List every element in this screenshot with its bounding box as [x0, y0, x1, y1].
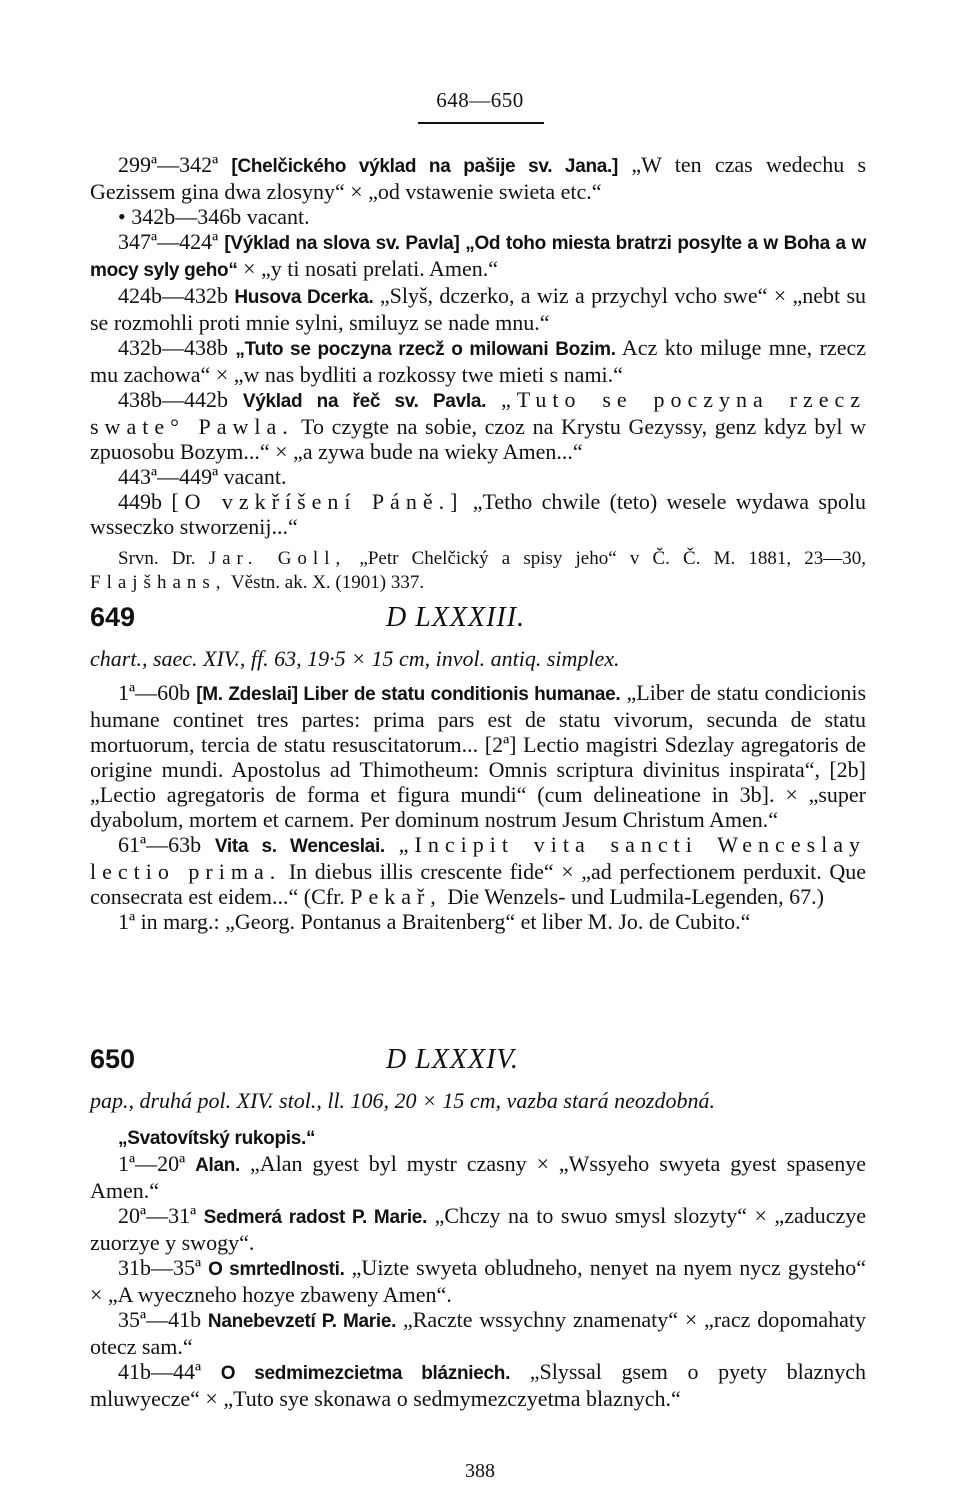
entry-item	[90, 152, 866, 204]
entry-648-contents	[90, 152, 866, 595]
entry-650-heading	[90, 1044, 866, 1084]
entry-item	[90, 229, 866, 283]
folio-range: 432b—438b	[118, 335, 228, 360]
item-title: Sedmerá radost P. Marie.	[203, 1207, 428, 1228]
item-title: Nanebevzetí P. Marie.	[207, 1311, 397, 1332]
physical-description: pap., druhá pol. XIV. stol., ll. 106, 20 × 15 cm, vazba stará neozdobná.	[90, 1088, 715, 1113]
folio-range: 1ª—20ª	[118, 1151, 186, 1176]
item-title: [Chelčického výklad na pašije sv. Jana.]	[231, 156, 619, 177]
spaced-title: [O vzkříšení Páně.]	[171, 489, 464, 514]
entry-item	[90, 387, 866, 464]
entry-item	[90, 489, 866, 539]
marginal-note: 1ª in marg.: „Georg. Pontanus a Braitenberg“ et liber M. Jo. de Cubito.“	[118, 909, 751, 934]
entry-item	[90, 1151, 866, 1203]
item-title: Alan.	[195, 1155, 241, 1176]
entry-item	[90, 1203, 866, 1255]
author-name: Flajšhans,	[90, 572, 227, 593]
item-text: „Chczy na to swuo smysl slozyty“ × „zaduczye zuorzye y swogy“.	[90, 1203, 867, 1255]
item-text: „Slyš, dczerko, a wiz a przychyl vcho swe“ × „nebt su se rozmohli proti mnie sylni, smiluyz se nade mnu.“	[90, 283, 867, 335]
folio-range: 424b—432b	[118, 283, 228, 308]
item-text: „W ten czas wedechu s Gezissem gina dwa zlosyny“ × „od vstawenie swieta etc.“	[90, 152, 867, 204]
item-title: „Tuto se poczyna rzecž o milowani Bozim.	[235, 339, 616, 360]
manuscript-title-text: „Svatovítský rukopis.“	[118, 1128, 316, 1149]
item-text: × „y ti nosati prelati. Amen.“	[243, 256, 499, 281]
shelfmark: D LXXXIV.	[386, 1044, 519, 1075]
item-text: „Uizte swyeta obludneho, nenyet na nyem nycz gysteho“ × „A wyeczneho hozye zbaweny Amen“.	[90, 1255, 867, 1307]
entry-649-contents	[90, 680, 866, 934]
entry-number: 650	[90, 1044, 136, 1074]
item-text: „Liber de statu condicionis humane continet tres partes: prima pars est de statu vivorum, secunda de statu mortuorum, tercia de statu resuscitatorum... [2ª] Lectio magistri Sdezlay agregatoris de origine mundi. Apostolus ad Thimotheum: Omnis scriptura divinitus inspirata“, [2b] „Lectio agregatoris de forma et figura mundi“ (cum delineatione in 3b]. × „super dyabolum, mortem et carnem. Per dominum nostrum Jesum Christum Amen.“	[90, 680, 867, 832]
running-header: 648—650	[436, 88, 524, 112]
item-text: „Tetho chwile (teto) wesele wydawa spolu wsseczko stworzenij...“	[90, 489, 867, 539]
folio-range: 449b	[118, 489, 162, 514]
item-title: Vita s. Wenceslai.	[214, 836, 385, 857]
shelfmark: D LXXXIII.	[386, 602, 526, 633]
item-text: „Slyssal gsem o pyety blaznych mluwyecze“ × „Tuto sye skonawa o sedmymezczyetma blaznych.“	[90, 1359, 867, 1411]
folio-range: 20ª—31ª	[118, 1203, 197, 1228]
entry-item	[90, 1307, 866, 1359]
spaced-incipit: „Tuto se poczyna rzecz swate° Pawla.	[90, 387, 867, 439]
entry-number: 649	[90, 602, 136, 632]
sources-note	[90, 547, 866, 595]
sources-prefix: Srvn. Dr.	[118, 548, 196, 569]
author-name: Pekař,	[350, 884, 442, 909]
entry-item	[90, 1359, 866, 1411]
folio-range: 438b—442b	[118, 387, 228, 412]
item-text: 443ª—449ª vacant.	[118, 464, 287, 489]
item-title: Výklad na řeč sv. Pavla.	[242, 391, 487, 412]
entry-item	[90, 335, 866, 387]
item-text: „Raczte wssychny znamenaty“ × „racz dopomahaty otecz sam.“	[90, 1307, 867, 1359]
item-text: • 342b—346b vacant.	[118, 204, 310, 229]
item-text: „Alan gyest byl mystr czasny × „Wssyeho swyeta gyest spasenye Amen.“	[90, 1151, 867, 1203]
spaced-incipit: „Incipit vita sancti Wenceslay lectio prima.	[90, 832, 867, 884]
author-name: Jar. Goll,	[208, 548, 347, 569]
entry-item	[90, 464, 866, 489]
folio-range: 35ª—41b	[118, 1307, 202, 1332]
entry-item	[90, 909, 866, 934]
manuscript-title	[90, 1124, 866, 1151]
folio-range: 299ª—342ª	[118, 152, 219, 177]
item-title: Husova Dcerka.	[234, 287, 374, 308]
folio-range: 347ª—424ª	[118, 229, 219, 254]
folio-range: 1ª—60b	[118, 680, 191, 705]
item-title: [Výklad na slova sv. Pavla] „Od toho miesta bratrzi posylte a w Boha a w mocy syly geho“	[90, 233, 867, 281]
folio-range: 41b—44ª	[118, 1359, 202, 1384]
entry-item	[90, 204, 866, 229]
folio-range: 31b—35ª	[118, 1255, 202, 1280]
entry-649-heading	[90, 602, 866, 642]
item-title: [M. Zdeslai] Liber de statu conditionis humanae.	[196, 684, 621, 705]
item-text: Die Wenzels- und Ludmila-Legenden, 67.)	[447, 884, 824, 909]
header-rule	[418, 122, 544, 124]
item-text: Acz kto miluge mne, rzecz mu zachowa“ × „w nas bydliti a rozkossy twe mieti s nami.“	[90, 335, 866, 387]
sources-text: Věstn. ak. X. (1901) 337.	[230, 572, 425, 593]
item-title: O sedmimezcietma blázniech.	[220, 1363, 511, 1384]
entry-item	[90, 680, 866, 832]
entry-650-contents	[90, 1124, 866, 1411]
item-title: O smrtedlnosti.	[208, 1259, 345, 1280]
physical-description: chart., saec. XIV., ff. 63, 19·5 × 15 cm, invol. antiq. simplex.	[90, 646, 620, 671]
entry-item	[90, 283, 866, 335]
item-text: In diebus illis crescente fide“ × „ad perfectionem perduxit. Que consecrata est eidem...“ (Cfr.	[90, 859, 867, 909]
page-number: 388	[465, 1460, 495, 1482]
item-text: To czygte na sobie, czoz na Krystu Gezyssy, genz kdyz byl w zpuosobu Bozym...“ × „a zywa bude na wieky Amen...“	[90, 414, 866, 464]
sources-text: „Petr Chelčický a spisy jeho“ v Č. Č. M. 1881, 23—30,	[359, 548, 867, 569]
entry-item	[90, 832, 866, 909]
folio-range: 61ª—63b	[118, 832, 202, 857]
entry-item	[90, 1255, 866, 1307]
